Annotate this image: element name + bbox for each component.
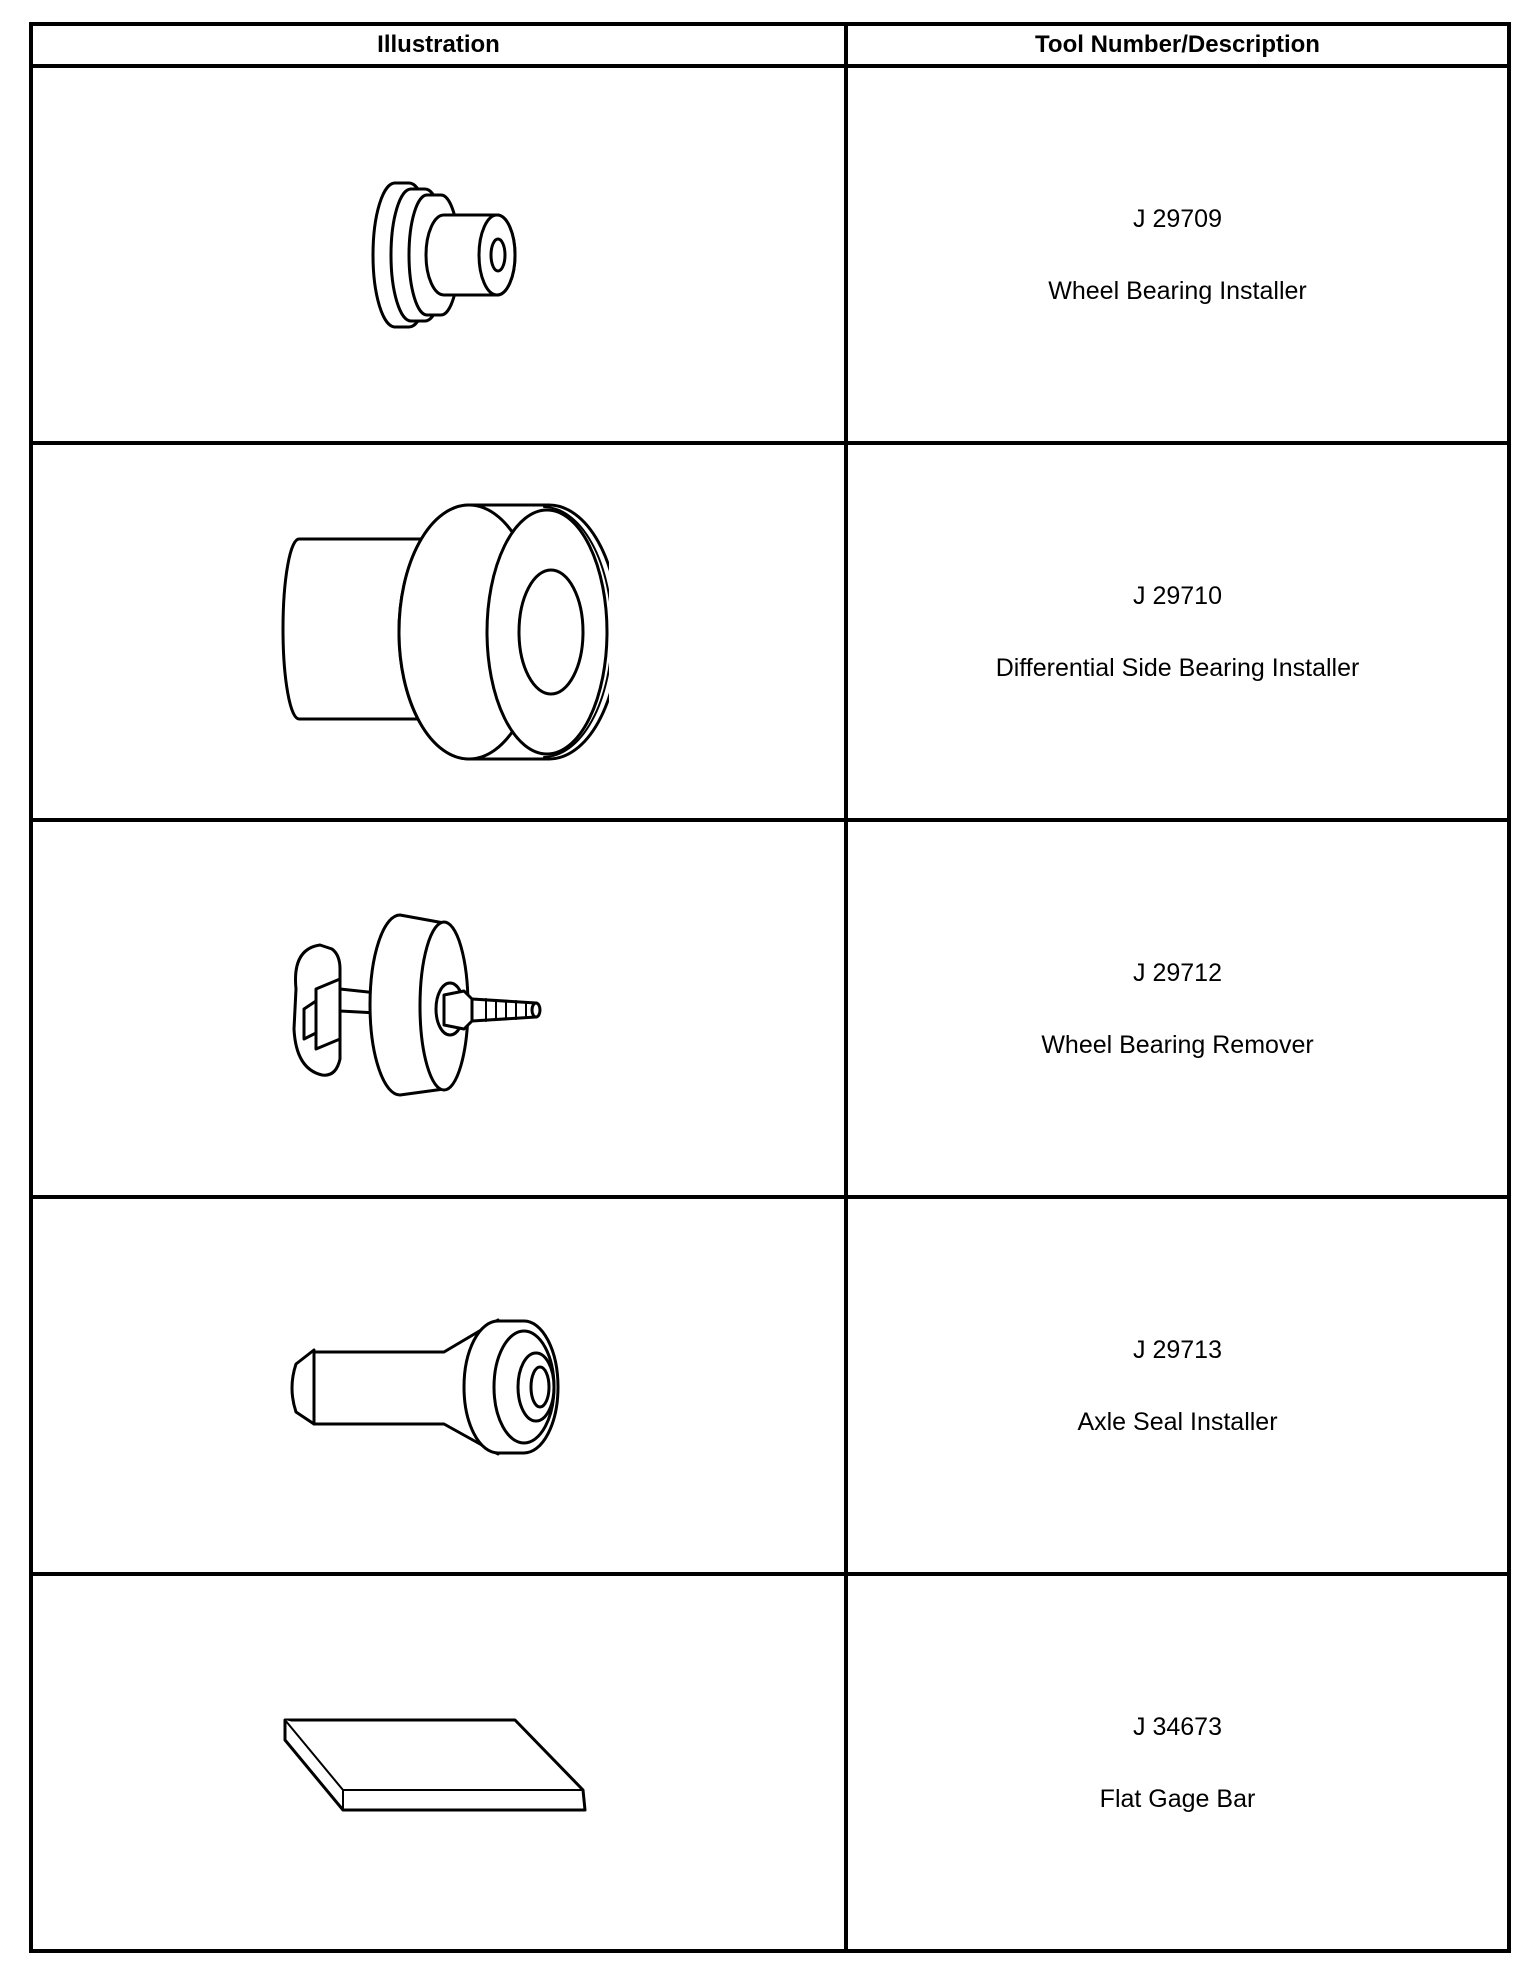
differential-side-bearing-installer-icon	[269, 497, 609, 767]
table-row	[31, 820, 1509, 1197]
illustration-cell	[31, 443, 846, 820]
illustration-cell	[31, 820, 846, 1197]
tool-cell	[846, 1197, 1509, 1574]
flat-gage-bar-icon	[269, 1708, 609, 1818]
tool-description: Wheel Bearing Installer	[1048, 276, 1307, 305]
table-row	[31, 66, 1509, 443]
wheel-bearing-remover-icon	[274, 909, 604, 1109]
tool-number: J 29710	[1133, 581, 1222, 610]
tool-number: J 29712	[1133, 958, 1222, 987]
tool-cell	[846, 66, 1509, 443]
header-tool-description: Tool Number/Description	[846, 24, 1509, 66]
tool-cell	[846, 820, 1509, 1197]
header-illustration: Illustration	[31, 24, 846, 66]
header-row	[31, 24, 1509, 66]
tool-number: J 34673	[1133, 1712, 1222, 1741]
tool-description: Axle Seal Installer	[1077, 1407, 1278, 1436]
illustration-cell	[31, 66, 846, 443]
wheel-bearing-installer-icon	[339, 165, 539, 345]
illustration-cell	[31, 1197, 846, 1574]
illustration-cell	[31, 1574, 846, 1951]
tools-table	[29, 22, 1511, 1953]
tool-description: Flat Gage Bar	[1099, 1784, 1256, 1813]
tool-cell	[846, 1574, 1509, 1951]
table-row	[31, 1574, 1509, 1951]
axle-seal-installer-icon	[274, 1306, 604, 1466]
tool-cell	[846, 443, 1509, 820]
tool-description: Differential Side Bearing Installer	[995, 653, 1360, 682]
tool-description: Wheel Bearing Remover	[1041, 1030, 1314, 1059]
table-row	[31, 443, 1509, 820]
tool-number: J 29713	[1133, 1335, 1222, 1364]
tool-number: J 29709	[1133, 204, 1222, 233]
table-row	[31, 1197, 1509, 1574]
